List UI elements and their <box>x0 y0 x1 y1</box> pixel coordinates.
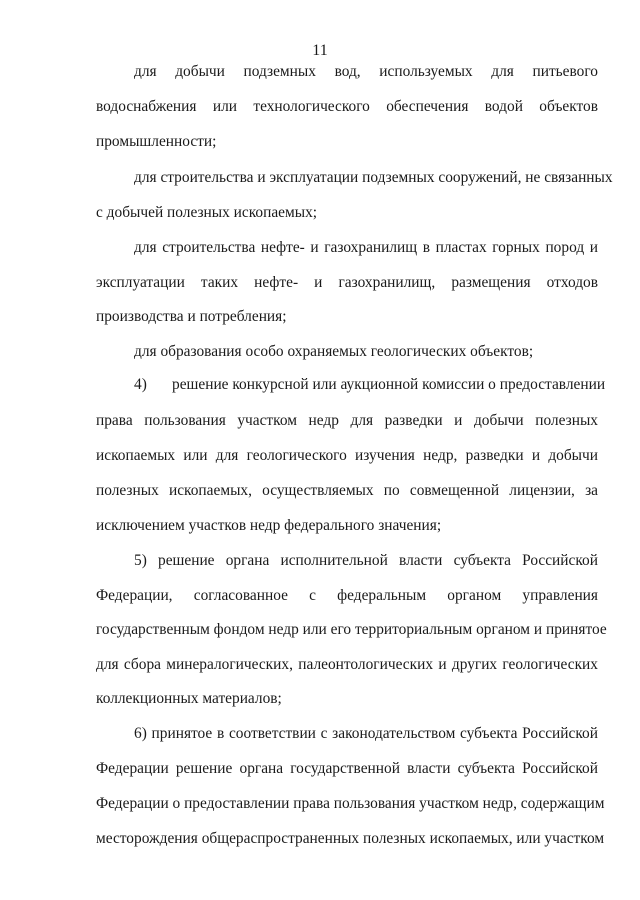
text-line: 6) принятое в соответствии с законодательством субъекта Российской <box>134 725 598 742</box>
list-marker: 4) <box>134 376 147 393</box>
text-line: Федерации решение органа государственной власти субъекта Российской <box>96 760 598 777</box>
text-line: права пользования участком недр для разведки и добычи полезных <box>96 412 598 429</box>
text-line: водоснабжения или технологического обеспечения водой объектов <box>96 98 598 115</box>
text-line: Федерации, согласованное с федеральным органом управления <box>96 587 598 604</box>
text-line: для образования особо охраняемых геологических объектов; <box>134 343 534 360</box>
text-line: для строительства и эксплуатации подземных сооружений, не связанных <box>134 169 613 186</box>
text-line: для добычи подземных вод, используемых для питьевого <box>134 63 598 80</box>
text-line: решение конкурсной или аукционной комиссии о предоставлении <box>172 376 606 393</box>
text-line: государственным фондом недр или его территориальным органом и принятое <box>96 621 607 638</box>
text-line: промышленности; <box>96 133 217 150</box>
text-line: для строительства нефте- и газохранилищ в пластах горных пород и <box>134 239 598 256</box>
text-line: Федерации о предоставлении права пользования участком недр, содержащим <box>96 795 605 812</box>
text-line: эксплуатации таких нефте- и газохранилищ, размещения отходов <box>96 274 598 291</box>
text-line: месторождения общераспространенных полезных ископаемых, или участком <box>96 830 605 847</box>
text-line: для сбора минералогических, палеонтологических и других геологических <box>96 656 598 673</box>
page-number: 11 <box>312 42 328 59</box>
text-line: коллекционных материалов; <box>96 690 282 707</box>
text-line: ископаемых или для геологического изучения недр, разведки и добычи <box>96 447 598 464</box>
text-line: полезных ископаемых, осуществляемых по совмещенной лицензии, за <box>96 482 598 499</box>
text-line: исключением участков недр федерального значения; <box>96 517 442 534</box>
text-line: с добычей полезных ископаемых; <box>96 204 318 221</box>
text-line: 5) решение органа исполнительной власти субъекта Российской <box>134 552 598 569</box>
text-line: производства и потребления; <box>96 308 287 325</box>
